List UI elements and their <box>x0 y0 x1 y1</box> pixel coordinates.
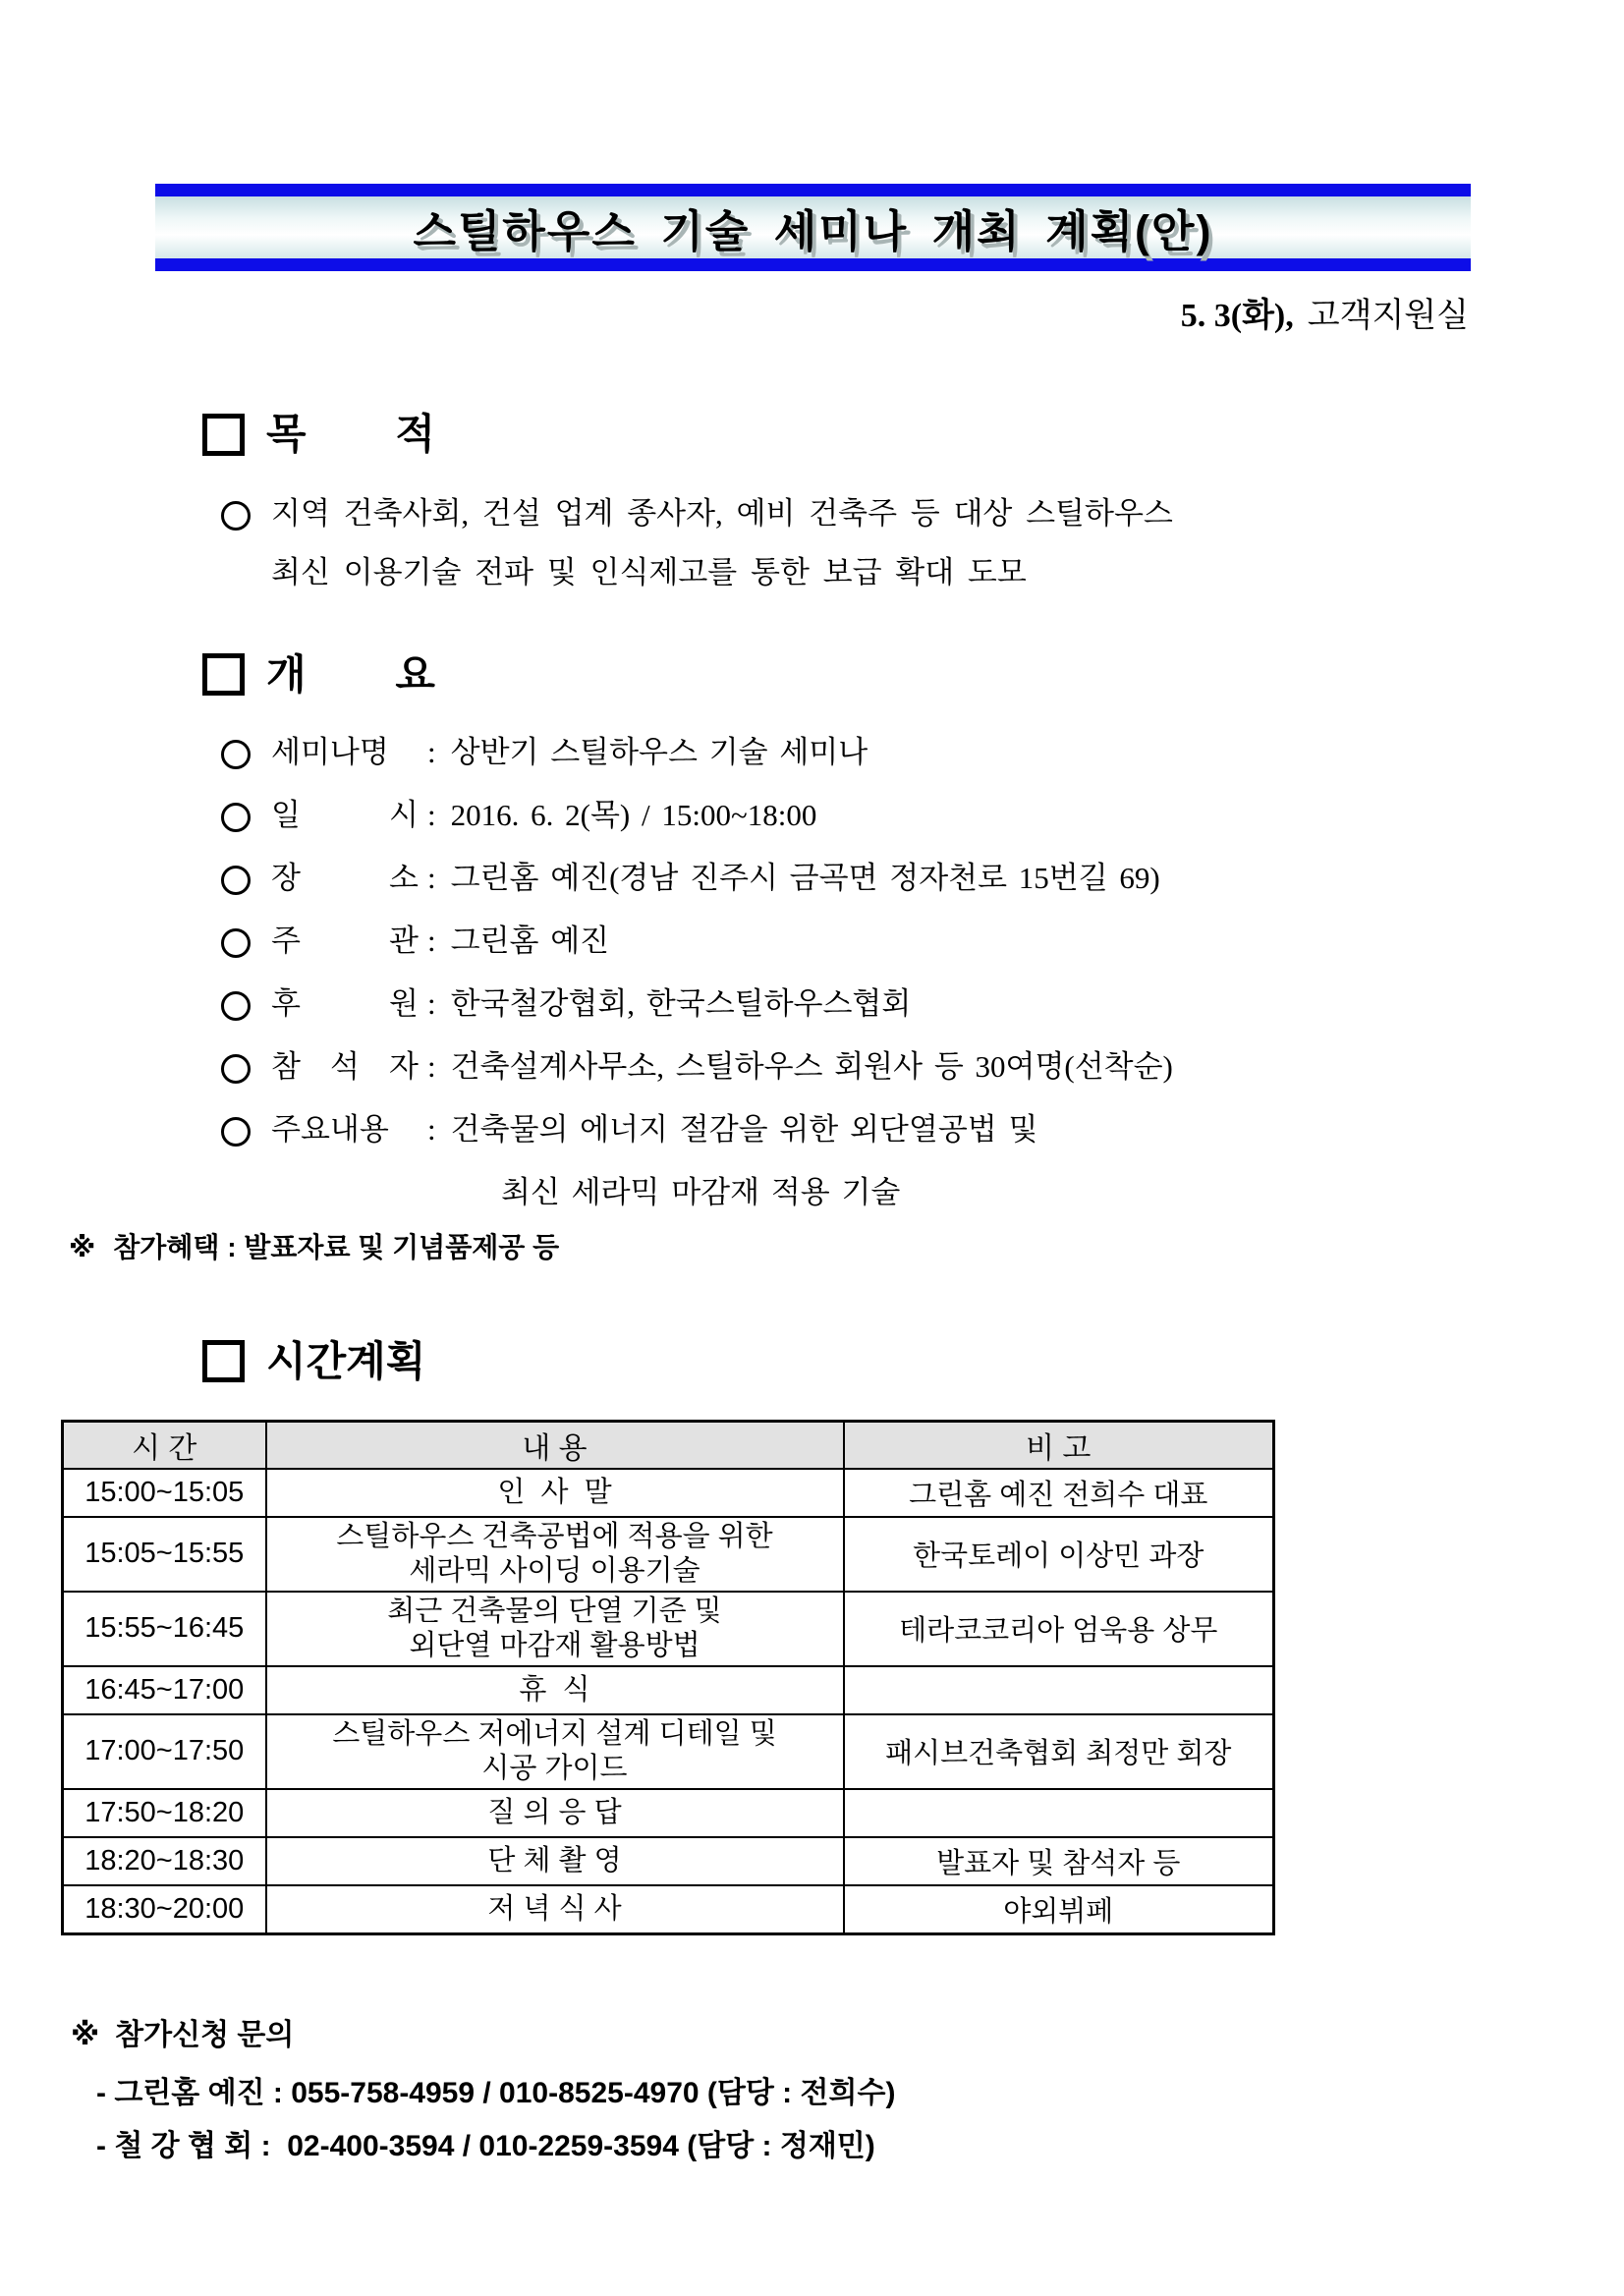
time-cell: 17:00~17:50 <box>63 1714 266 1789</box>
note-cell: 야외뷔페 <box>844 1885 1274 1934</box>
circle-bullet-icon <box>221 928 251 958</box>
date-line <box>155 295 1469 338</box>
overview-item-colon: : <box>427 1048 436 1084</box>
content-line: 휴 식 <box>519 1673 590 1706</box>
date-text: 5. 3(화), <box>1180 298 1294 334</box>
overview-item-label: 후 원 <box>271 985 419 1021</box>
note-cell <box>844 1789 1274 1837</box>
overview-item-colon: : <box>427 734 436 769</box>
content-line: 인 사 말 <box>497 1476 612 1508</box>
overview-item-datetime <box>221 796 1526 835</box>
overview-item-colon: : <box>427 985 436 1021</box>
overview-item-colon: : <box>427 797 436 832</box>
overview-item-attendees <box>221 1047 1526 1087</box>
content-line: 스틸하우스 건축공법에 적용을 위한 <box>336 1520 773 1552</box>
content-line: 시공 가이드 <box>481 1752 628 1784</box>
content-cell <box>266 1789 844 1837</box>
title-banner <box>155 184 1471 271</box>
overview-item-value: 건축설계사무소, 스틸하우스 회원사 등 30여명(선착순) <box>450 1048 1173 1084</box>
contact-line-steel-association: - 철 강 협 회 : 02-400-3594 / 010-2259-3594 (담당 : 정재민) <box>96 2129 875 2162</box>
table-row <box>63 1714 1274 1789</box>
table-row <box>63 1837 1274 1885</box>
circle-bullet-icon <box>221 740 251 769</box>
purpose-section <box>0 411 1624 594</box>
schedule-table <box>61 1420 1275 1935</box>
overview-item-organizer <box>221 922 1526 961</box>
overview-item-label: 주요내용 <box>271 1111 389 1147</box>
overview-item-label: 일 시 <box>271 797 419 832</box>
contact-footer <box>0 2016 1624 2173</box>
time-cell: 15:55~16:45 <box>63 1592 266 1666</box>
circle-bullet-icon <box>221 866 251 895</box>
content-line: 외단열 마감재 활용방법 <box>409 1629 700 1661</box>
schedule-heading-label: 시간계획 <box>266 1337 426 1384</box>
banner-body <box>155 196 1471 258</box>
overview-item-venue <box>221 859 1526 898</box>
time-cell: 17:50~18:20 <box>63 1789 266 1837</box>
overview-item-value: 2016. 6. 2(목) / 15:00~18:00 <box>450 797 817 832</box>
column-header-time: 시 간 <box>63 1421 266 1469</box>
table-row <box>63 1469 1274 1517</box>
overview-item-value: 건축물의 에너지 절감을 위한 외단열공법 및 <box>450 1111 1038 1147</box>
overview-item-value: 그린홈 예진 <box>450 923 610 958</box>
banner-bottom-bar <box>155 258 1471 271</box>
note-cell: 그린홈 예진 전희수 대표 <box>844 1469 1274 1517</box>
department-text: 고객지원실 <box>1307 298 1469 334</box>
content-line: 세라믹 사이딩 이용기술 <box>409 1554 700 1587</box>
content-line: 단 체 촬 영 <box>487 1844 622 1876</box>
table-row <box>63 1789 1274 1837</box>
circle-bullet-icon <box>221 501 251 531</box>
benefit-note <box>69 1228 1624 1267</box>
overview-item-value: 상반기 스틸하우스 기술 세미나 <box>450 734 868 769</box>
reference-mark-icon: ※ <box>71 2018 100 2051</box>
square-bullet-icon <box>202 414 245 456</box>
overview-item-sponsor <box>221 984 1526 1024</box>
schedule-section <box>0 1338 1624 1935</box>
purpose-text <box>271 492 1173 594</box>
overview-item-value: 그린홈 예진(경남 진주시 금곡면 정자천로 15번길 69) <box>450 860 1160 895</box>
table-row <box>63 1666 1274 1714</box>
purpose-heading-label: 목 적 <box>266 411 435 457</box>
content-line: 질 의 응 답 <box>487 1796 622 1828</box>
note-cell: 발표자 및 참석자 등 <box>844 1837 1274 1885</box>
benefit-note-text: 참가혜택 : 발표자료 및 기념품제공 등 <box>113 1231 560 1262</box>
reference-mark-icon: ※ <box>69 1231 96 1262</box>
circle-bullet-icon <box>221 991 251 1021</box>
note-cell <box>844 1666 1274 1714</box>
table-row <box>63 1885 1274 1934</box>
note-cell: 패시브건축협회 최정만 회장 <box>844 1714 1274 1789</box>
overview-item-label: 주 관 <box>271 923 419 958</box>
note-cell: 테라코코리아 엄욱용 상무 <box>844 1592 1274 1666</box>
time-cell: 15:05~15:55 <box>63 1517 266 1592</box>
content-line: 저 녁 식 사 <box>487 1892 622 1925</box>
overview-heading-label: 개 요 <box>266 650 435 698</box>
content-cell <box>266 1714 844 1789</box>
schedule-heading <box>202 1338 1624 1385</box>
content-cell <box>266 1592 844 1666</box>
overview-item-colon: : <box>427 860 436 895</box>
square-bullet-icon <box>202 653 245 696</box>
content-cell <box>266 1885 844 1934</box>
overview-item-label: 장 소 <box>271 860 419 895</box>
overview-item-colon: : <box>427 1111 436 1147</box>
table-row <box>63 1517 1274 1592</box>
note-cell: 한국토레이 이상민 과장 <box>844 1517 1274 1592</box>
overview-heading <box>202 651 1624 699</box>
overview-main-content-line-2: 최신 세라믹 마감재 적용 기술 <box>501 1174 901 1209</box>
schedule-header-row <box>63 1421 1274 1469</box>
purpose-item <box>221 492 1506 594</box>
time-cell: 15:00~15:05 <box>63 1469 266 1517</box>
overview-section <box>0 651 1624 1267</box>
circle-bullet-icon <box>221 1054 251 1084</box>
time-cell: 16:45~17:00 <box>63 1666 266 1714</box>
content-cell <box>266 1517 844 1592</box>
document-title: 스틸하우스 기술 세미나 개최 계획(안) <box>413 206 1213 256</box>
contact-title: 참가신청 문의 <box>115 2018 295 2051</box>
content-line: 스틸하우스 저에너지 설계 디테일 및 <box>332 1717 777 1750</box>
column-header-content: 내 용 <box>266 1421 844 1469</box>
content-line: 최근 건축물의 단열 기준 및 <box>387 1595 722 1627</box>
time-cell: 18:30~20:00 <box>63 1885 266 1934</box>
circle-bullet-icon <box>221 803 251 832</box>
overview-item-label: 세미나명 <box>271 734 389 769</box>
overview-item-colon: : <box>427 923 436 958</box>
overview-list <box>221 733 1526 1212</box>
content-cell <box>266 1469 844 1517</box>
overview-item-seminar-name <box>221 733 1526 772</box>
square-bullet-icon <box>202 1340 245 1382</box>
purpose-line-2: 최신 이용기술 전파 및 인식제고를 통한 보급 확대 도모 <box>271 554 1027 589</box>
purpose-heading <box>202 411 1624 458</box>
purpose-line-1: 지역 건축사회, 건설 업계 종사자, 예비 건축주 등 대상 스틸하우스 <box>271 495 1173 531</box>
time-cell: 18:20~18:30 <box>63 1837 266 1885</box>
table-row <box>63 1592 1274 1666</box>
column-header-note: 비 고 <box>844 1421 1274 1469</box>
contact-title-line <box>71 2016 1624 2055</box>
circle-bullet-icon <box>221 1117 251 1147</box>
contact-list <box>96 2067 1624 2173</box>
contact-line-greenhome: - 그린홈 예진 : 055-758-4959 / 010-8525-4970 (담당 : 전희수) <box>96 2076 896 2109</box>
content-cell <box>266 1837 844 1885</box>
overview-item-main-content <box>221 1110 1526 1149</box>
content-cell <box>266 1666 844 1714</box>
overview-item-label: 참 석 자 <box>271 1048 419 1084</box>
overview-item-value: 한국철강협회, 한국스틸하우스협회 <box>450 985 912 1021</box>
